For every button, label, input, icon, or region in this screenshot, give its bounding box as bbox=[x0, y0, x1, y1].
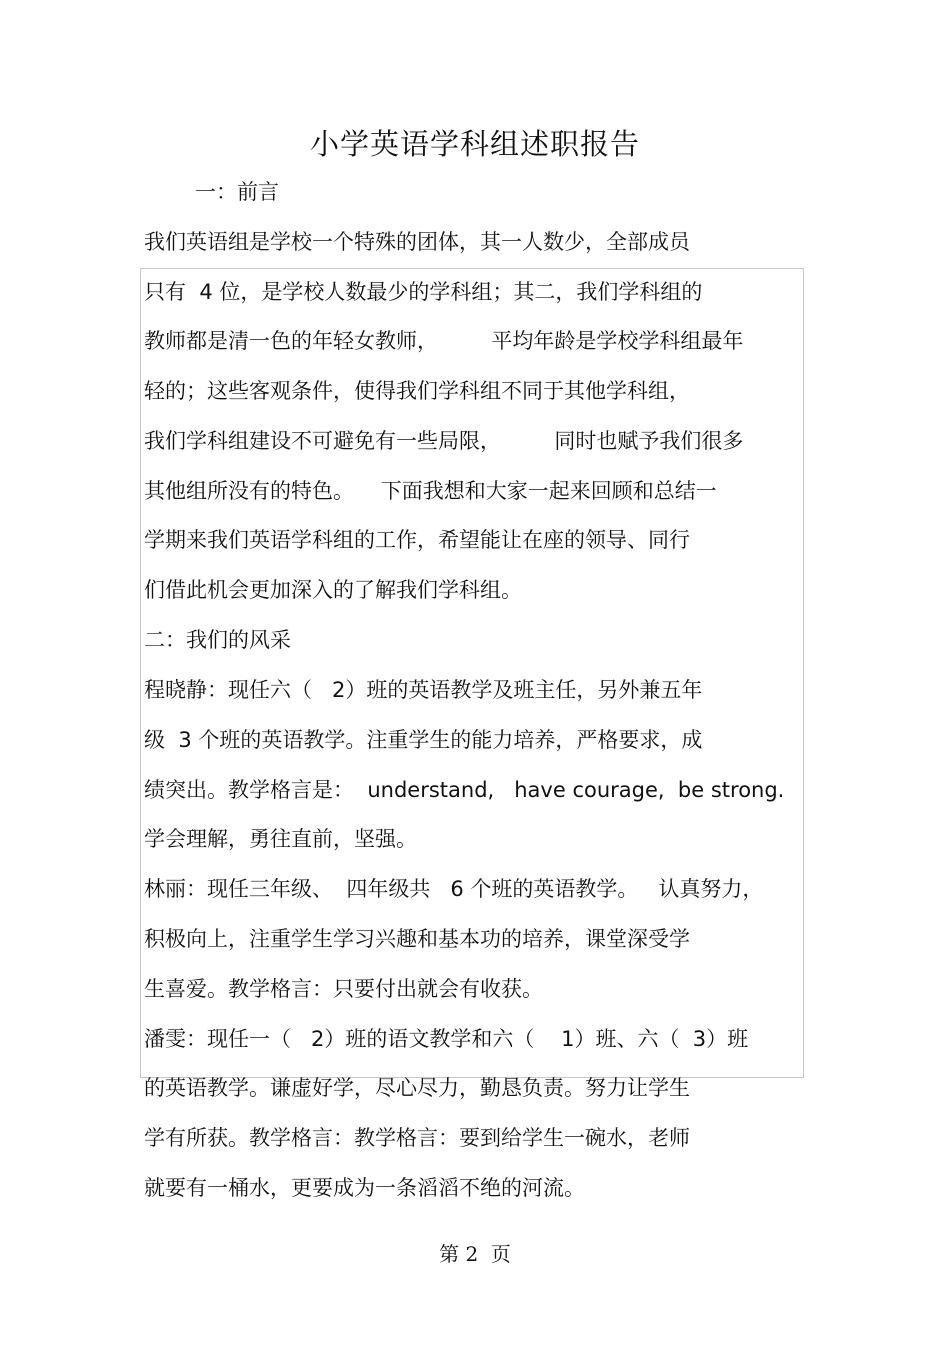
document-title: 小学英语学科组述职报告 bbox=[309, 127, 640, 161]
paragraph-line: 程晓静：现任六（ 2）班的英语教学及班主任，另外兼五年 bbox=[144, 678, 703, 702]
page-number: 第 2 页 bbox=[439, 1242, 511, 1266]
paragraph-line: 级 3 个班的英语教学。注重学生的能力培养，严格要求，成 bbox=[144, 728, 703, 752]
paragraph-line: 轻的；这些客观条件，使得我们学科组不同于其他学科组， bbox=[144, 379, 690, 403]
paragraph-line: 学期来我们英语学科组的工作，希望能让在座的领导、同行 bbox=[144, 528, 690, 552]
paragraph-line: 学有所获。教学格言：教学格言：要到给学生一碗水，老师 bbox=[144, 1126, 690, 1150]
paragraph-line: 只有 4 位，是学校人数最少的学科组；其二，我们学科组的 bbox=[144, 280, 703, 304]
paragraph-line: 其他组所没有的特色。 下面我想和大家一起来回顾和总结一 bbox=[144, 479, 717, 503]
paragraph-line: 我们英语组是学校一个特殊的团体，其一人数少，全部成员 bbox=[144, 230, 690, 254]
paragraph-line: 积极向上，注重学生学习兴趣和基本功的培养，课堂深受学 bbox=[144, 927, 690, 951]
paragraph-line: 潘雯：现任一（ 2）班的语文教学和六（ 1）班、六（ 3）班 bbox=[144, 1027, 749, 1051]
section-heading-preface: 一：前言 bbox=[195, 180, 279, 204]
paragraph-line: 绩突出。教学格言是： understand, have courage, be strong. bbox=[144, 778, 785, 802]
paragraph-line: 生喜爱。教学格言：只要付出就会有收获。 bbox=[144, 977, 543, 1001]
paragraph-line: 的英语教学。谦虚好学，尽心尽力，勤恳负责。努力让学生 bbox=[144, 1076, 690, 1100]
paragraph-line: 教师都是清一色的年轻女教师， 平均年龄是学校学科组最年 bbox=[144, 329, 744, 353]
section-heading-style: 二：我们的风采 bbox=[144, 628, 291, 652]
paragraph-line: 学会理解，勇往直前，坚强。 bbox=[144, 827, 417, 851]
paragraph-line: 就要有一桶水，更要成为一条滔滔不绝的河流。 bbox=[144, 1176, 585, 1200]
paragraph-line: 们借此机会更加深入的了解我们学科组。 bbox=[144, 578, 522, 602]
paragraph-line: 我们学科组建设不可避免有一些局限， 同时也赋予我们很多 bbox=[144, 429, 744, 453]
paragraph-line: 林丽：现任三年级、 四年级共 6 个班的英语教学。 认真努力， bbox=[144, 877, 764, 901]
